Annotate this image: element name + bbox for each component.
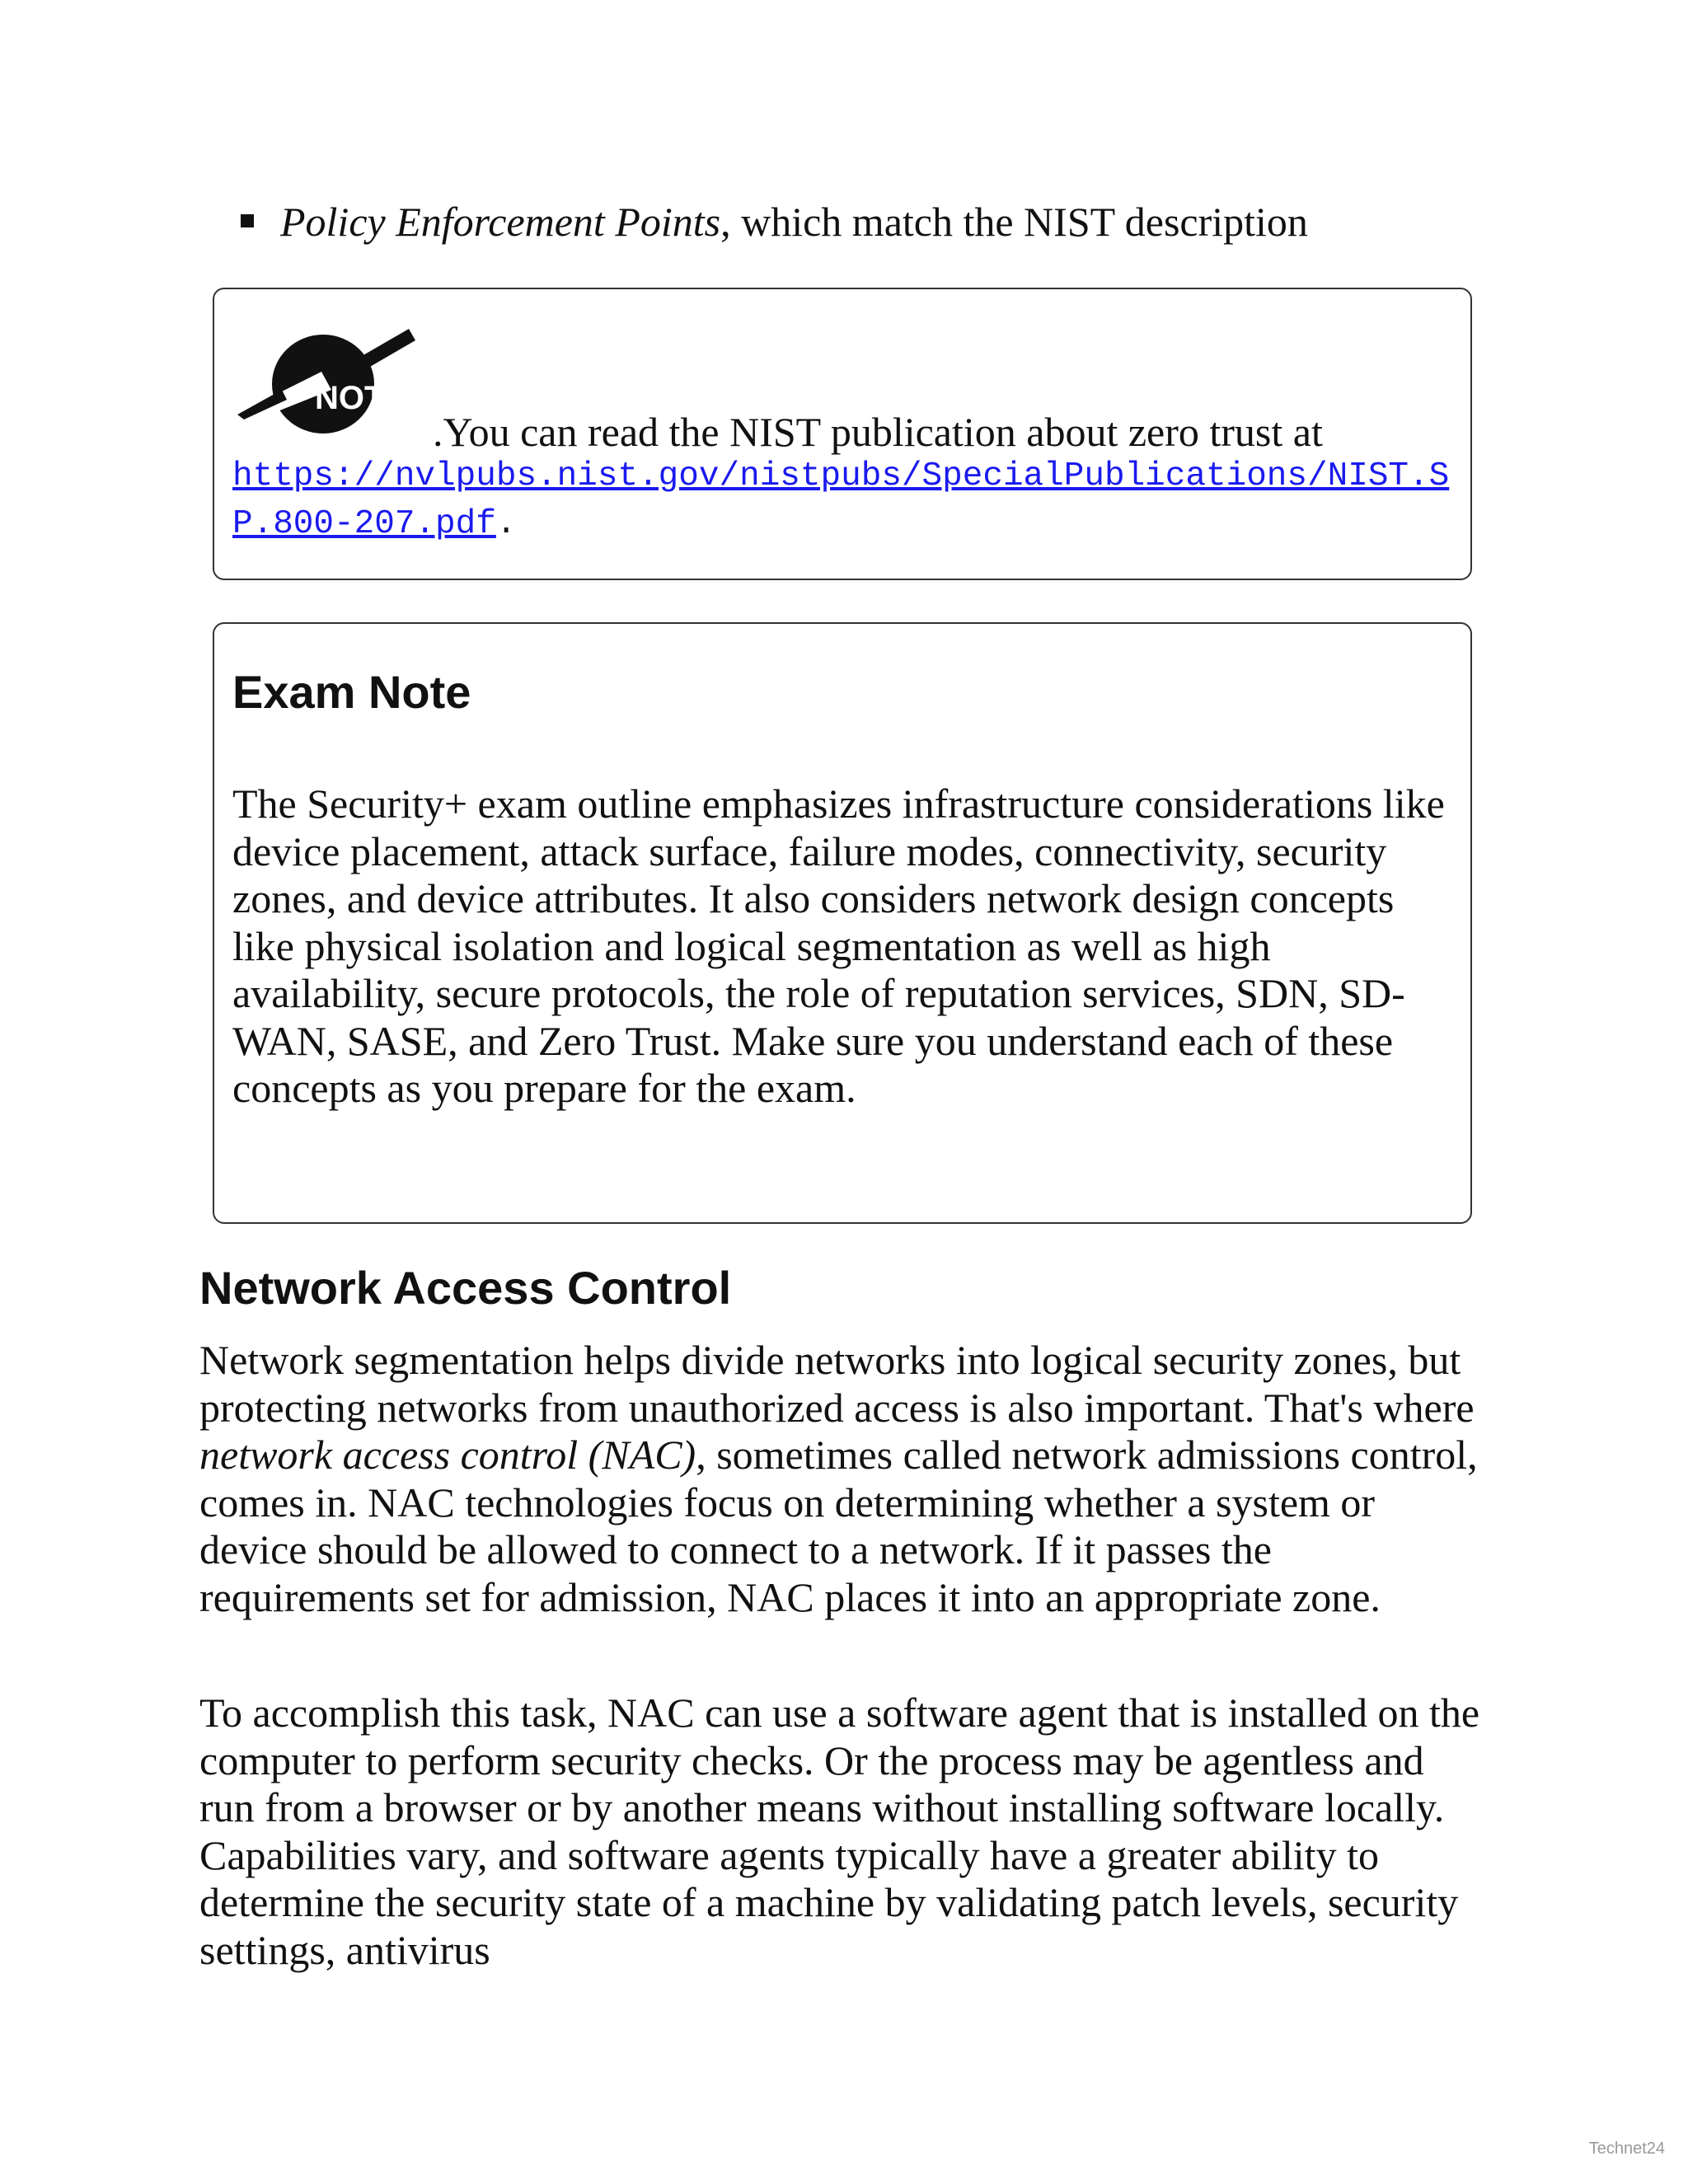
exam-note-box <box>213 622 1472 1224</box>
note-pencil-icon <box>232 322 426 434</box>
exam-note-body: The Security+ exam outline emphasizes infrastructure considerations like device placement, attack surface, failure modes, connectivity, security zones, and device attributes. It also considers network design concepts like physical isolation and logical segmentation as well as high availability, secure protocols, the role of reputation services, SDN, SD-WAN, SASE, and Zero Trust. Make sure you understand each of these concepts as you prepare for the exam. <box>232 780 1445 1111</box>
note-text <box>433 407 1323 457</box>
bullet-text <box>280 196 1308 247</box>
note-icon-label: NOTE <box>315 380 407 416</box>
paragraph-1 <box>199 1337 1485 1621</box>
section-heading: Network Access Control <box>199 1262 732 1314</box>
bullet-rest: , which match the NIST description <box>720 199 1308 245</box>
exam-note-title: Exam Note <box>232 666 471 718</box>
bullet-square-icon <box>241 214 254 227</box>
paragraph-1-part-b: , sometimes called network admissions control, comes in. NAC technologies focus on determining whether a system or device should be allowed to connect to a network. If it passes the requirements set for admission, NAC places it into an appropriate zone. <box>199 1432 1478 1620</box>
note-box <box>213 288 1472 580</box>
note-sentence: You can read the NIST publication about zero trust at <box>443 409 1323 455</box>
watermark: Technet24 <box>1588 2139 1665 2158</box>
paragraph-2: To accomplish this task, NAC can use a software agent that is installed on the computer to perform security checks. Or the process may be agentless and run from a browser or by another means without installing software locally. Capabilities vary, and software agents typically have a greater ability to determine the security state of a machine by validating patch levels, security settings, antivirus <box>199 1690 1480 1973</box>
paragraph-1-term: network access control (NAC) <box>199 1432 696 1478</box>
note-link-period: . <box>495 505 517 543</box>
note-link-line <box>232 452 1461 548</box>
nist-publication-link[interactable]: https://nvlpubs.nist.gov/nistpubs/SpecialPublications/NIST.SP.800-207.pdf <box>232 457 1450 543</box>
bullet-term: Policy Enforcement Points <box>280 199 721 245</box>
note-dot: . <box>433 409 443 455</box>
paragraph-1-part-a: Network segmentation helps divide networks into logical security zones, but protecting networks from unauthorized access is also important. That's where <box>199 1337 1475 1431</box>
